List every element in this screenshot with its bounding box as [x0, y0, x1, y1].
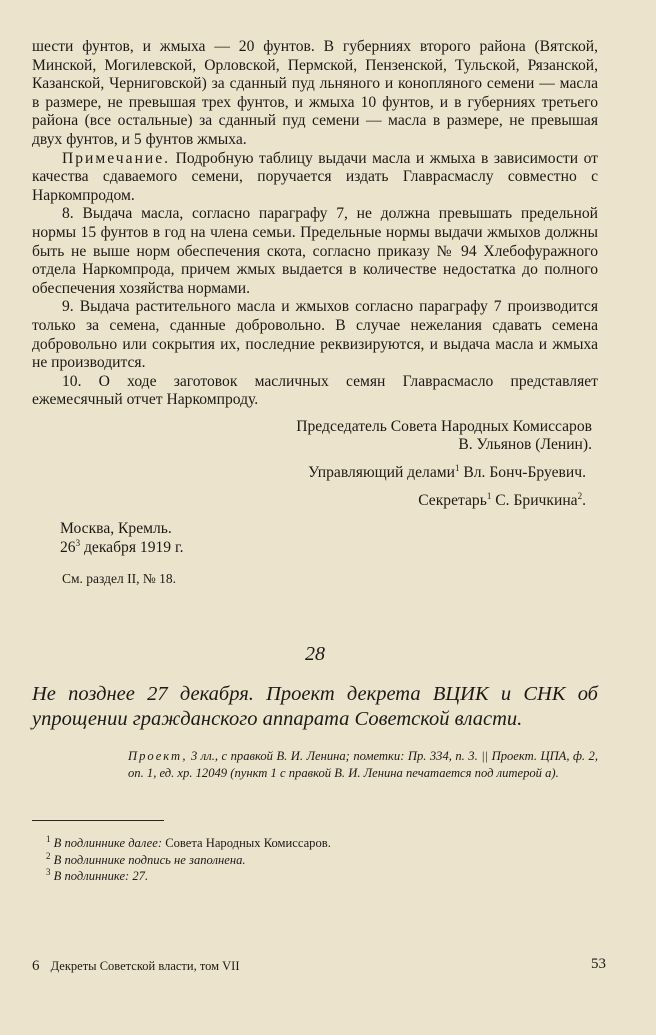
- secretary-signature: [32, 492, 598, 511]
- page-footer: [32, 958, 606, 975]
- see-also: См. раздел II, № 18.: [62, 571, 176, 587]
- footnote-1: [46, 835, 598, 852]
- document-number: 28: [305, 643, 325, 666]
- document-title: Не позднее 27 декабря. Проект декрета ВЦИК и СНК об упрощении гражданского аппарата Советской власти.: [32, 683, 598, 731]
- chair-title: Председатель Совета Народных Комиссаров: [296, 417, 592, 435]
- footnote-number: 1: [46, 834, 51, 845]
- manager-label: Управляющий делами: [308, 464, 455, 482]
- footnote-plain: Совета Народных Комиссаров.: [162, 836, 331, 851]
- item-9: 9. Выдача растительного масла и жмыхов согласно параграфу 7 производится только за семена, сданные добровольно. В случае нежелания сдавать семена добровольно или сокрытия их, последние реквизируются, и выдача масла и жмыха не производится.: [32, 298, 598, 372]
- item-8: 8. Выдача масла, согласно параграфу 7, не должна превышать предельной нормы 15 фунтов в год на члена семьи. Предельные нормы выдачи жмыхов должны быть не выше норм обеспечения скота, согласно приказу № 94 Хлебофуражного отдела Наркомпрода, причем жмых выдается в количестве недостатка до полного обеспечения хозяйства нормами.: [32, 205, 598, 297]
- chair-name: В. Ульянов (Ленин).: [458, 436, 592, 454]
- footnote-number: 3: [46, 867, 51, 878]
- place-date: [32, 520, 598, 557]
- secretary-name: С. Бричкина: [491, 491, 578, 509]
- footnotes: [32, 835, 598, 885]
- source-note: [32, 748, 598, 782]
- source-text: 3 лл., с правкой В. И. Ленина; пометки: Пр. 334, п. 3. || Проект. ЦПА, ф. 2, оп. 1, ед. хр. 12049 (пункт 1 с правкой В. И. Ленина печатается под литерой а).: [128, 749, 598, 781]
- source-label: Проект,: [128, 749, 188, 764]
- date-rest: декабря 1919 г.: [80, 538, 184, 556]
- note-text: Подробную таблицу выдачи масла и жмыха в зависимости от качества сдаваемого семени, поручается издать Главрасмаслу совместно с Наркомпродом.: [32, 149, 598, 204]
- note-paragraph: [32, 150, 598, 206]
- note-label: Примечание.: [62, 149, 171, 167]
- footnote-2: [46, 852, 598, 869]
- footnote-italic: В подлиннике: 27.: [53, 869, 149, 884]
- footnote-ref: 3: [75, 537, 81, 548]
- signature-mark: 6: [32, 958, 40, 974]
- footnote-3: [46, 868, 598, 885]
- date-day: 26: [60, 538, 76, 556]
- footnote-ref: 1: [486, 490, 492, 501]
- secretary-end: .: [582, 491, 586, 509]
- footnote-ref: 2: [577, 490, 583, 501]
- footnote-italic: В подлиннике далее:: [53, 836, 163, 851]
- place-date-line: [60, 539, 598, 558]
- page-number: 53: [591, 956, 606, 972]
- footnote-divider: [32, 820, 164, 821]
- item-10: 10. О ходе заготовок масличных семян Главрасмасло представляет ежемесячный отчет Наркомпроду.: [32, 372, 598, 409]
- footnote-number: 2: [46, 850, 51, 861]
- page-body: [32, 38, 598, 885]
- manager-signature: [32, 464, 598, 483]
- paragraph-continuation: шести фунтов, и жмыха — 20 фунтов. В губерниях второго района (Вятской, Минской, Могилевской, Орловской, Пермской, Пензенской, Тульской, Рязанской, Казанской, Черниговской) за сданный пуд льняного и конопляного семени — масла в размере, не превышая трех фунтов, и жмыха 10 фунтов, и в губерниях третьего района (все остальные) за сданный пуд семени — масла в размере, не превышая двух фунтов, и 5 фунтов жмыха.: [32, 38, 598, 148]
- place-city: Москва, Кремль.: [60, 520, 172, 538]
- manager-name: Вл. Бонч-Бруевич.: [459, 464, 586, 482]
- secretary-label: Секретарь: [418, 491, 487, 509]
- footnote-ref: 1: [454, 462, 460, 473]
- running-head: Декреты Советской власти, том VII: [50, 959, 240, 973]
- footnote-italic: В подлиннике подпись не заполнена.: [53, 852, 246, 867]
